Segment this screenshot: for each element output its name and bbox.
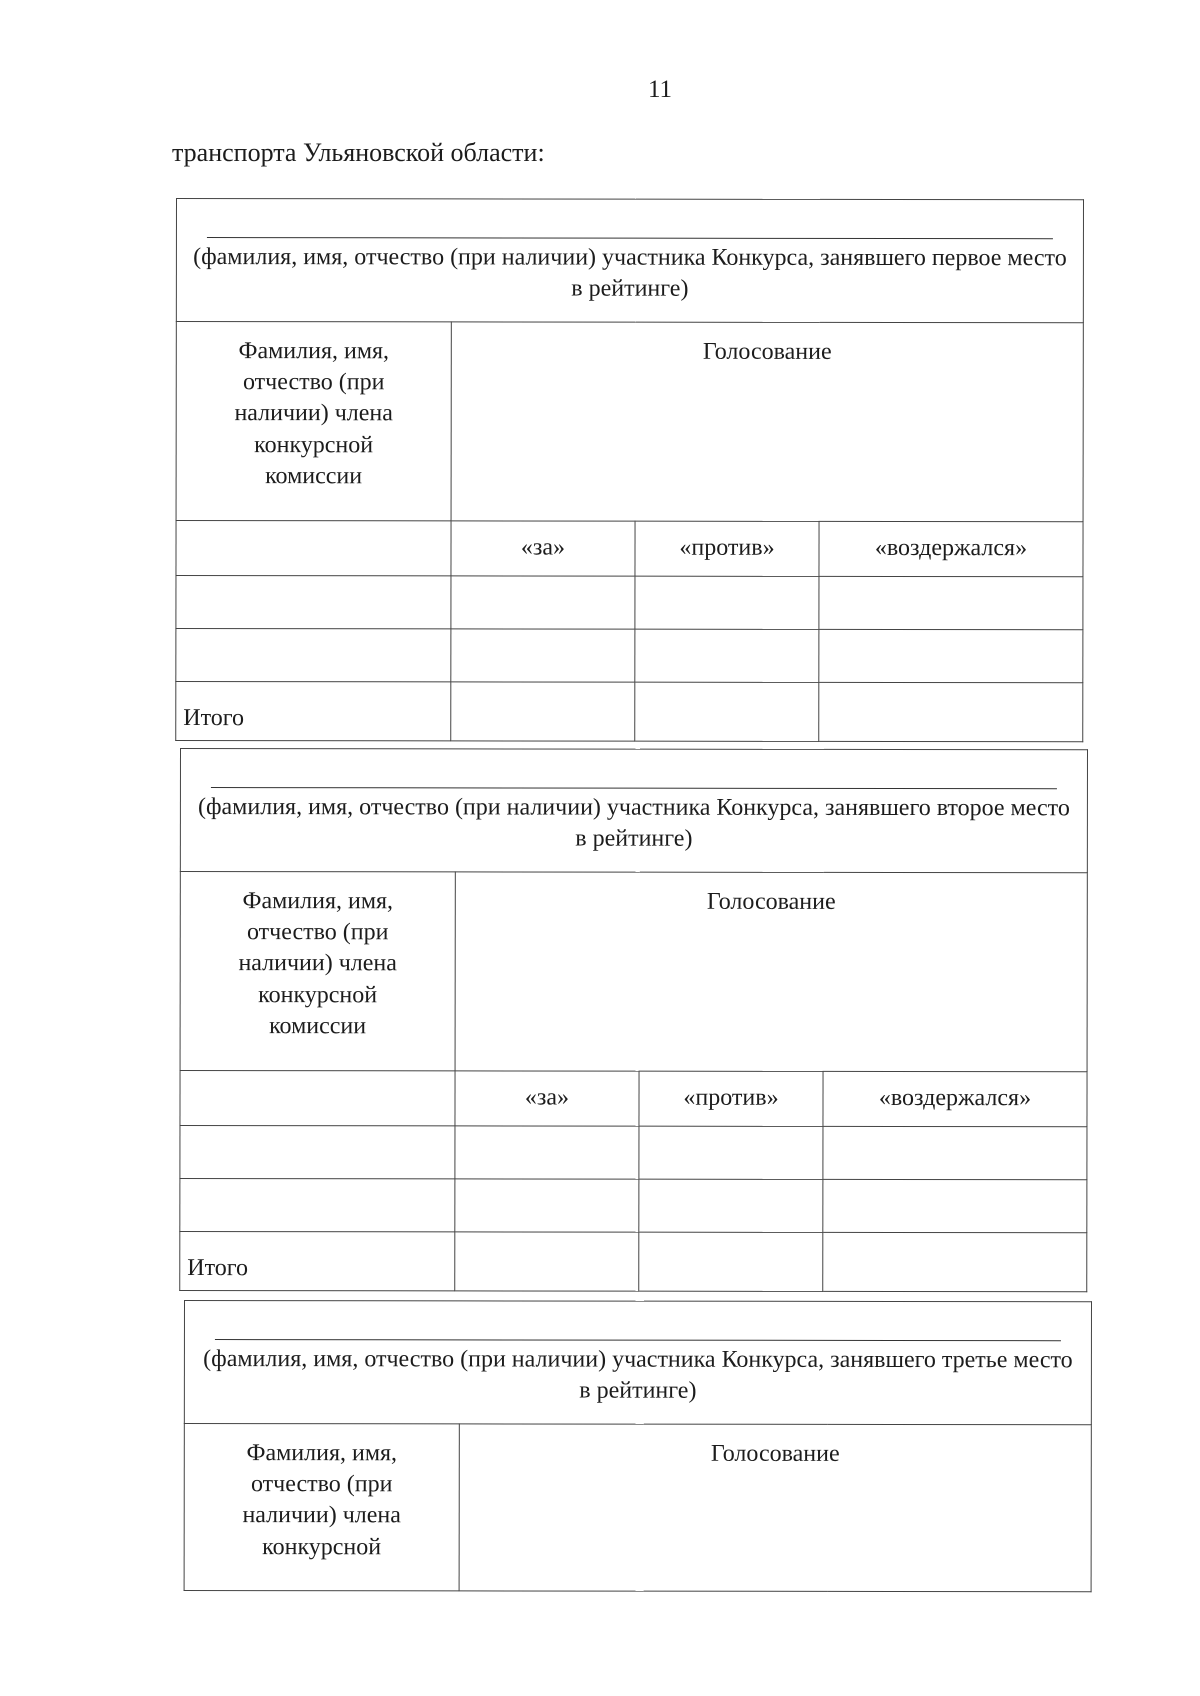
vote-against-cell[interactable]	[635, 629, 819, 682]
total-for-cell[interactable]	[451, 682, 635, 741]
page-number: 11	[647, 76, 673, 103]
participant-name-line[interactable]	[207, 237, 1053, 239]
voting-table-first-place	[175, 198, 1084, 742]
voting-header: Голосование	[451, 322, 1083, 522]
vote-abstain-cell[interactable]	[823, 1179, 1087, 1232]
member-name-cell[interactable]	[180, 1179, 455, 1232]
option-for: «за»	[455, 1071, 639, 1126]
total-against-cell[interactable]	[635, 682, 819, 741]
table-row	[176, 576, 1083, 630]
vote-abstain-cell[interactable]	[823, 1126, 1087, 1179]
total-row	[180, 1232, 1087, 1292]
member-name-cell[interactable]	[176, 576, 451, 629]
total-abstain-cell[interactable]	[823, 1232, 1087, 1291]
vote-for-cell[interactable]	[455, 1126, 639, 1179]
participant-header-cell	[184, 1301, 1091, 1425]
option-abstain: «воздержался»	[823, 1071, 1087, 1126]
voting-table-second-place	[179, 748, 1088, 1292]
option-against: «против»	[635, 521, 819, 576]
vote-for-cell[interactable]	[451, 576, 635, 629]
voting-table-third-place	[184, 1300, 1092, 1592]
member-name-cell[interactable]	[176, 629, 451, 682]
total-for-cell[interactable]	[455, 1232, 639, 1291]
vote-abstain-cell[interactable]	[819, 576, 1083, 629]
total-label: Итого	[176, 682, 451, 741]
table-row	[180, 1126, 1087, 1180]
total-label: Итого	[180, 1232, 455, 1291]
member-header-cell	[176, 322, 451, 521]
vote-abstain-cell[interactable]	[819, 629, 1083, 682]
vote-against-cell[interactable]	[639, 1179, 823, 1232]
vote-for-cell[interactable]	[451, 629, 635, 682]
member-header-cell	[184, 1424, 459, 1591]
participant-caption: (фамилия, имя, отчество (при наличии) участника Конкурса, занявшего второе место в рейтинге)	[197, 794, 1070, 852]
member-header: Фамилия, имя, отчество (при наличии) члена конкурсной	[242, 1440, 401, 1560]
table-row	[180, 1179, 1087, 1233]
participant-header-cell	[176, 199, 1083, 323]
intro-text: транспорта Ульяновской области:	[172, 138, 545, 167]
empty-cell[interactable]	[176, 521, 451, 576]
option-against: «против»	[639, 1071, 823, 1126]
participant-caption: (фамилия, имя, отчество (при наличии) участника Конкурса, занявшего третье место в рейтинге)	[203, 1346, 1073, 1404]
vote-for-cell[interactable]	[455, 1179, 639, 1232]
empty-cell[interactable]	[180, 1071, 455, 1126]
voting-header: Голосование	[455, 872, 1087, 1072]
participant-header-cell	[180, 749, 1087, 873]
vote-against-cell[interactable]	[635, 576, 819, 629]
total-row	[176, 682, 1083, 742]
total-abstain-cell[interactable]	[819, 682, 1083, 741]
member-header-cell	[180, 872, 455, 1071]
participant-name-line[interactable]	[215, 1339, 1061, 1341]
participant-caption: (фамилия, имя, отчество (при наличии) участника Конкурса, занявшего первое место в рейтинге)	[193, 244, 1067, 302]
member-name-cell[interactable]	[180, 1126, 455, 1179]
participant-name-line[interactable]	[211, 787, 1057, 789]
table-row	[176, 629, 1083, 683]
vote-against-cell[interactable]	[639, 1126, 823, 1179]
total-against-cell[interactable]	[639, 1232, 823, 1291]
member-header: Фамилия, имя, отчество (при наличии) члена конкурсной комиссии	[238, 888, 397, 1040]
option-abstain: «воздержался»	[819, 521, 1083, 576]
option-for: «за»	[451, 521, 635, 576]
voting-header: Голосование	[459, 1424, 1091, 1592]
member-header: Фамилия, имя, отчество (при наличии) члена конкурсной комиссии	[234, 338, 393, 490]
